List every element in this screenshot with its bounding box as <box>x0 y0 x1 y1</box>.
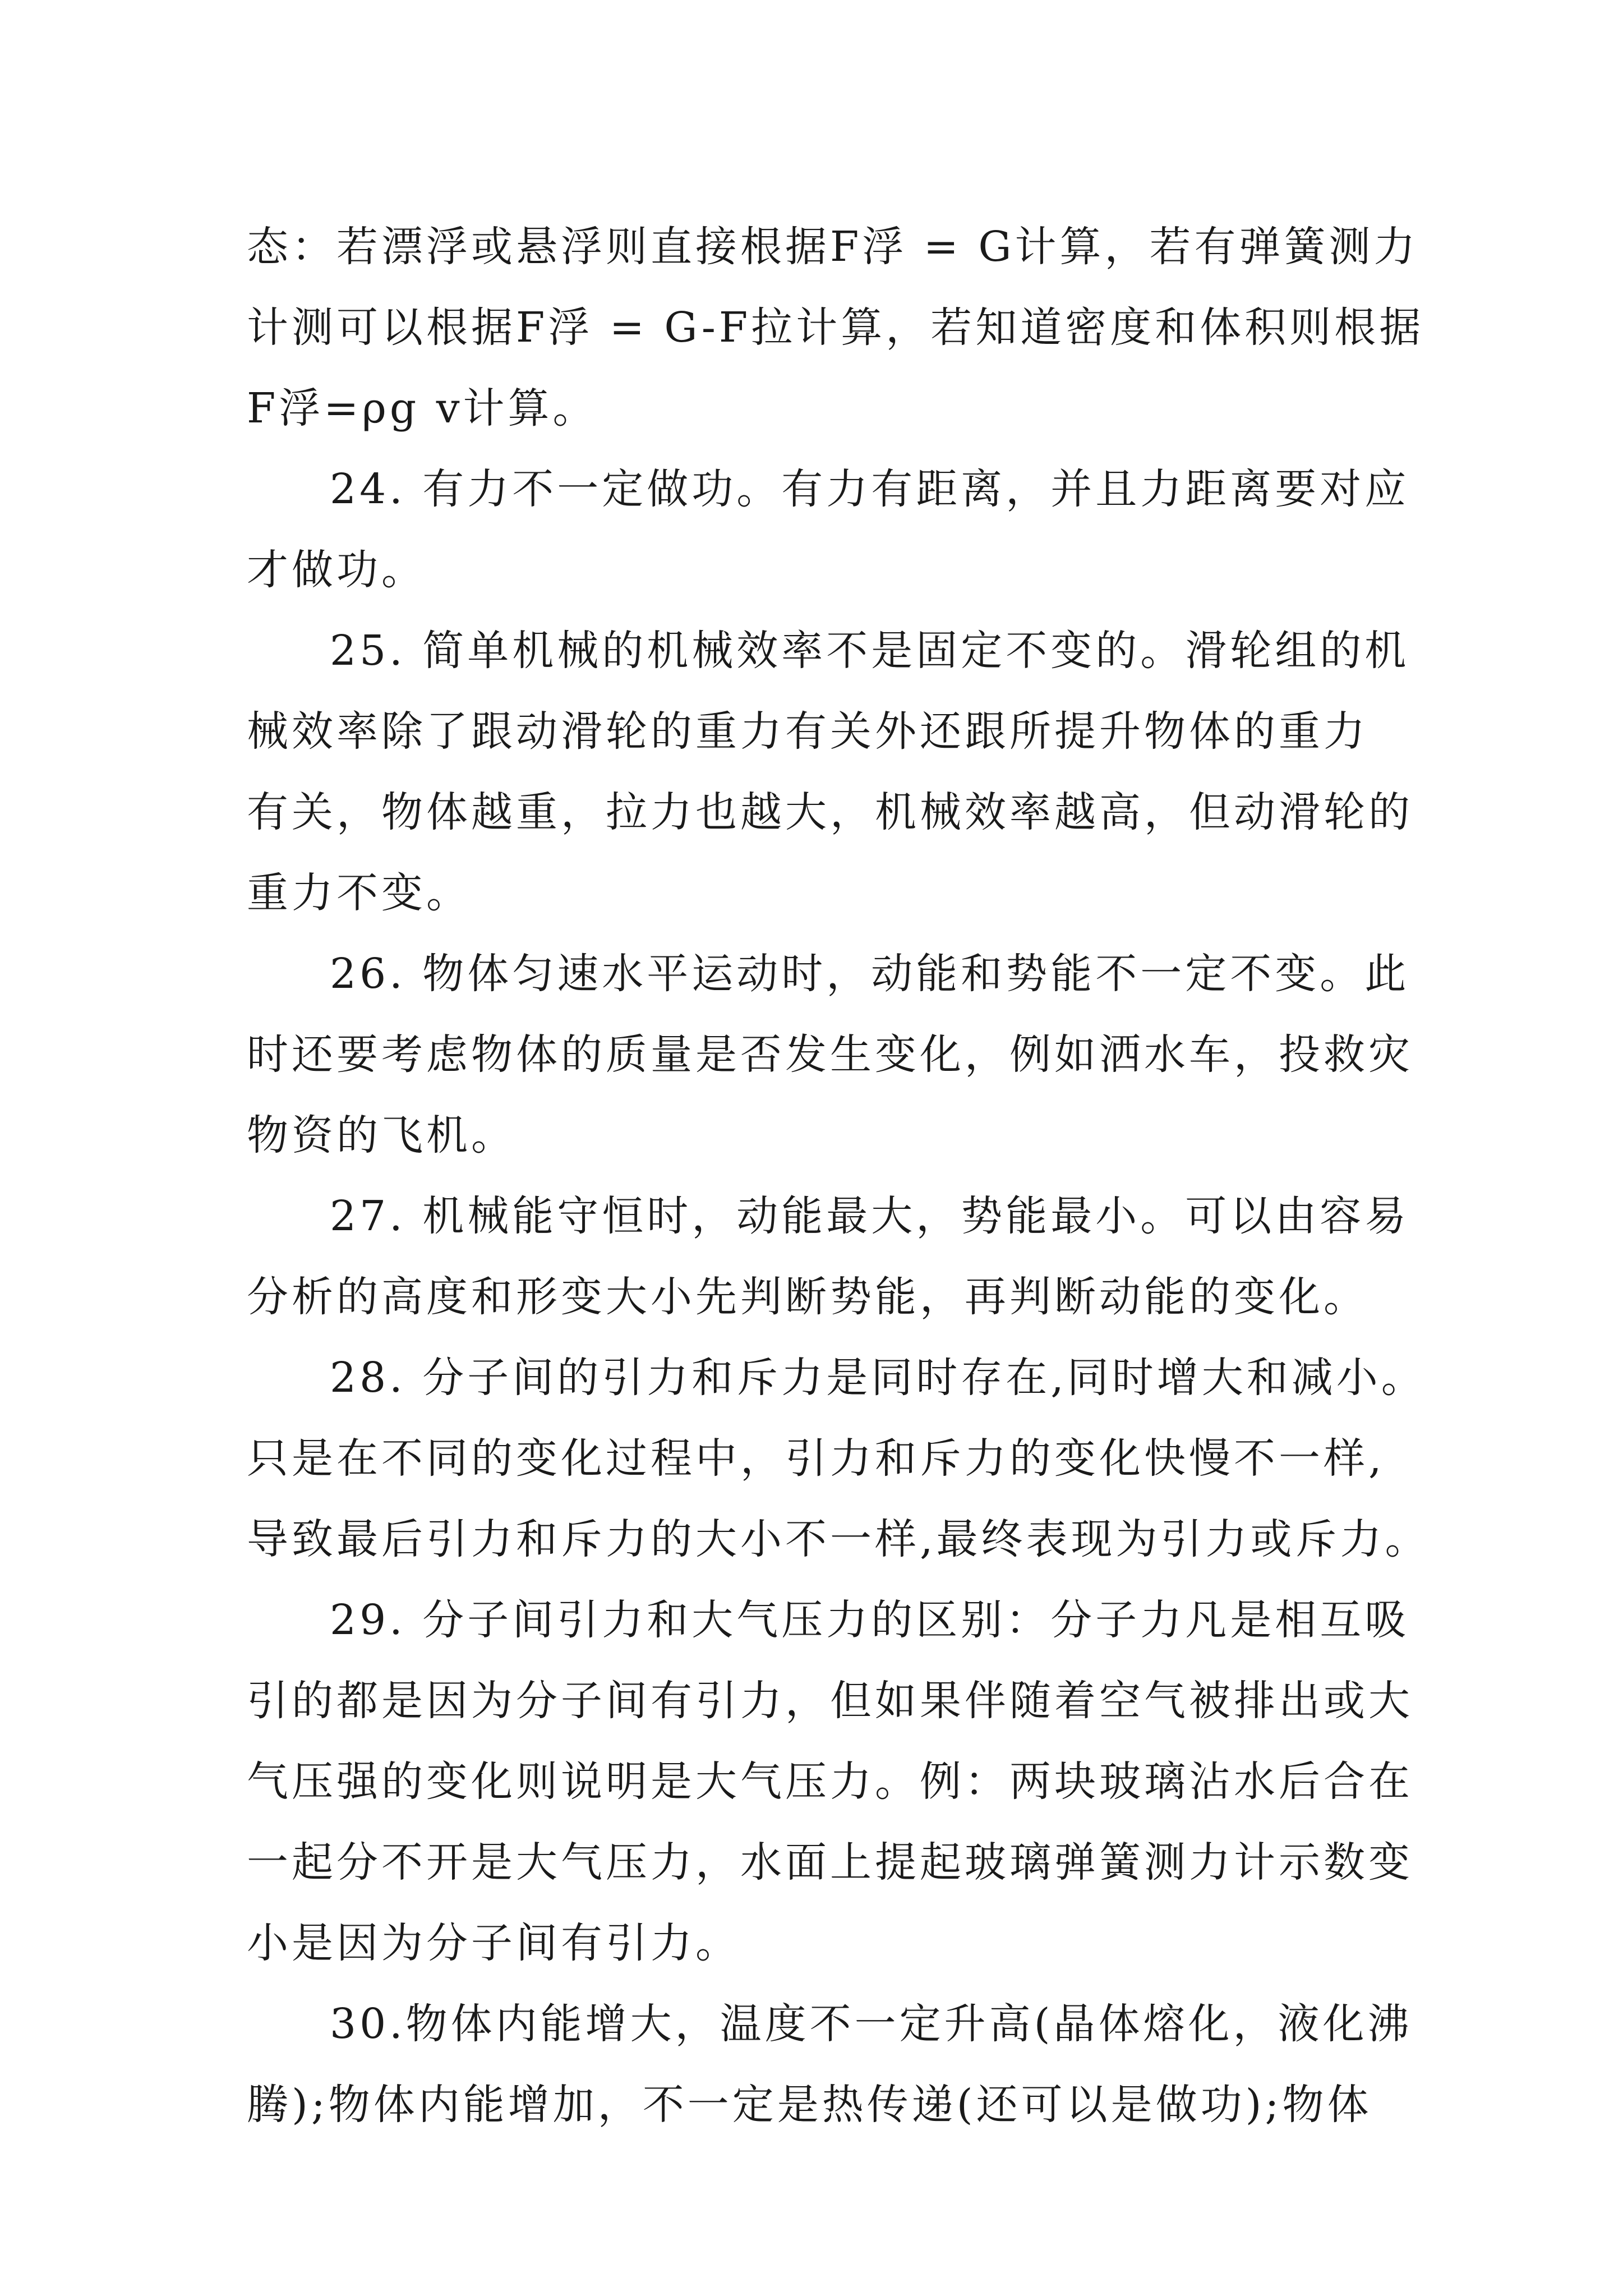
item-26-first-line: 26. 物体匀速水平运动时，动能和势能不一定不变。此 <box>330 950 1410 998</box>
text-line: 气压强的变化则说明是大气压力。例：两块玻璃沾水后合在 <box>247 1757 1413 1806</box>
text-line: 重力不变。 <box>247 869 471 917</box>
text-line: F浮=ρg v计算。 <box>247 384 598 432</box>
item-30-first-line: 30.物体内能增大，温度不一定升高(晶体熔化，液化沸 <box>330 2000 1413 2048</box>
text-line: 一起分不开是大气压力，水面上提起玻璃弹簧测力计示数变 <box>247 1838 1413 1887</box>
text-line: 械效率除了跟动滑轮的重力有关外还跟所提升物体的重力 <box>247 707 1368 756</box>
item-27-first-line: 27. 机械能守恒时，动能最大，势能最小。可以由容易 <box>330 1192 1410 1240</box>
text-line: 才做功。 <box>247 546 426 594</box>
text-line: 计测可以根据F浮 = G-F拉计算，若知道密度和体积则根据 <box>247 303 1424 352</box>
body-text <box>247 206 1430 2145</box>
item-28-first-line: 28. 分子间的引力和斥力是同时存在,同时增大和减小。 <box>330 1354 1426 1402</box>
text-line: 引的都是因为分子间有引力，但如果伴随着空气被排出或大 <box>247 1677 1413 1725</box>
text-line: 分析的高度和形变大小先判断势能，再判断动能的变化。 <box>247 1273 1368 1321</box>
item-25-first-line: 25. 简单机械的机械效率不是固定不变的。滑轮组的机 <box>330 627 1410 675</box>
text-line: 只是在不同的变化过程中，引力和斥力的变化快慢不一样, <box>247 1434 1385 1483</box>
item-24-first-line: 24. 有力不一定做功。有力有距离，并且力距离要对应 <box>330 465 1410 513</box>
text-line: 小是因为分子间有引力。 <box>247 1919 740 1967</box>
text-line: 物资的飞机。 <box>247 1111 516 1159</box>
item-29-first-line: 29. 分子间引力和大气压力的区别：分子力凡是相互吸 <box>330 1596 1410 1644</box>
text-line: 时还要考虑物体的质量是否发生变化，例如洒水车，投救灾 <box>247 1030 1413 1079</box>
text-line: 腾);物体内能增加，不一定是热传递(还可以是做功);物体 <box>247 2081 1372 2129</box>
text-line: 有关，物体越重，拉力也越大，机械效率越高，但动滑轮的 <box>247 788 1413 836</box>
text-line: 导致最后引力和斥力的大小不一样,最终表现为引力或斥力。 <box>247 1515 1430 1563</box>
text-line: 态：若漂浮或悬浮则直接根据F浮 = G计算，若有弹簧测力 <box>247 223 1419 271</box>
